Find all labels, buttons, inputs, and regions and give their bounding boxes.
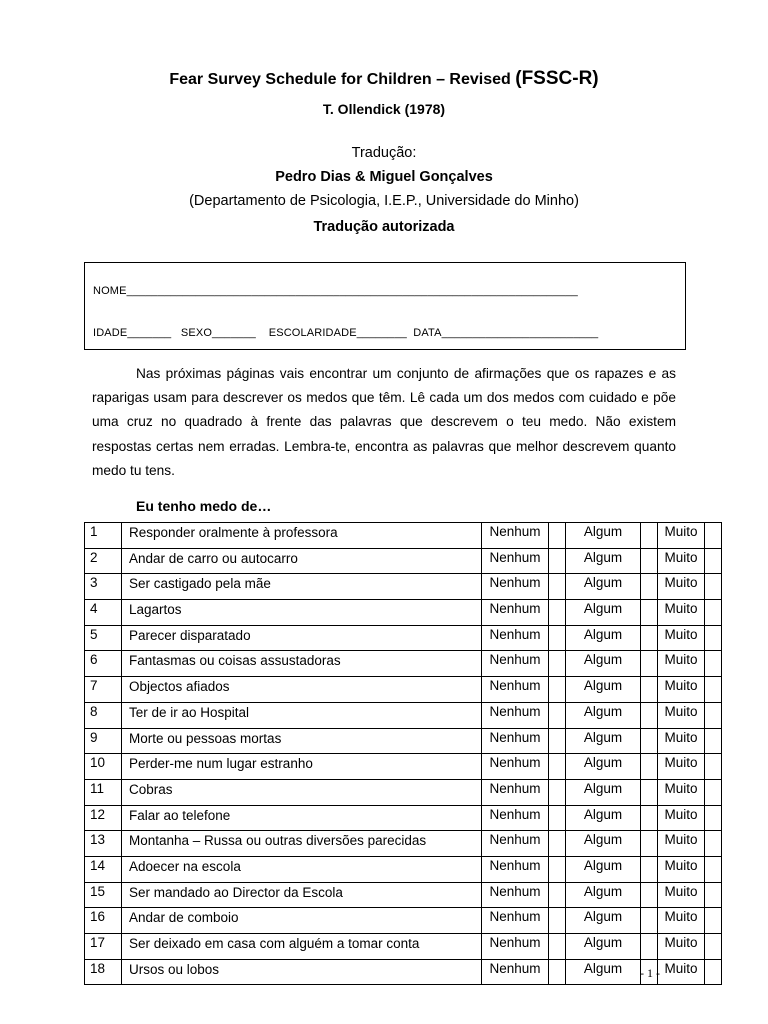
department-line: (Departamento de Psicologia, I.E.P., Universidade do Minho) bbox=[189, 193, 579, 209]
checkbox-nenhum[interactable] bbox=[549, 574, 566, 600]
checkbox-algum[interactable] bbox=[641, 625, 658, 651]
table-row bbox=[85, 600, 722, 626]
option-label-muito: Muito bbox=[658, 856, 705, 882]
option-label-nenhum: Nenhum bbox=[482, 908, 549, 934]
checkbox-muito[interactable] bbox=[705, 856, 722, 882]
option-label-nenhum: Nenhum bbox=[482, 677, 549, 703]
option-label-muito: Muito bbox=[658, 754, 705, 780]
title-abbreviation: (FSSC-R) bbox=[515, 68, 599, 89]
checkbox-muito[interactable] bbox=[705, 677, 722, 703]
table-row bbox=[85, 728, 722, 754]
checkbox-algum[interactable] bbox=[641, 600, 658, 626]
item-number: 6 bbox=[85, 651, 122, 677]
table-row bbox=[85, 805, 722, 831]
name-field-line[interactable]: NOME________________________________________________________________________ bbox=[93, 285, 578, 297]
option-label-nenhum: Nenhum bbox=[482, 651, 549, 677]
item-text: Ursos ou lobos bbox=[122, 959, 482, 985]
translation-label: Tradução: bbox=[351, 145, 417, 161]
table-row bbox=[85, 548, 722, 574]
checkbox-muito[interactable] bbox=[705, 908, 722, 934]
item-number: 4 bbox=[85, 600, 122, 626]
table-row bbox=[85, 779, 722, 805]
option-label-nenhum: Nenhum bbox=[482, 548, 549, 574]
checkbox-nenhum[interactable] bbox=[549, 805, 566, 831]
item-number: 14 bbox=[85, 856, 122, 882]
option-label-muito: Muito bbox=[658, 548, 705, 574]
table-row bbox=[85, 651, 722, 677]
option-label-nenhum: Nenhum bbox=[482, 754, 549, 780]
option-label-nenhum: Nenhum bbox=[482, 856, 549, 882]
checkbox-algum[interactable] bbox=[641, 856, 658, 882]
option-label-algum: Algum bbox=[566, 882, 641, 908]
item-text: Falar ao telefone bbox=[122, 805, 482, 831]
option-label-algum: Algum bbox=[566, 934, 641, 960]
checkbox-muito[interactable] bbox=[705, 548, 722, 574]
option-label-muito: Muito bbox=[658, 574, 705, 600]
option-label-nenhum: Nenhum bbox=[482, 600, 549, 626]
option-label-algum: Algum bbox=[566, 959, 641, 985]
checkbox-algum[interactable] bbox=[641, 882, 658, 908]
option-label-nenhum: Nenhum bbox=[482, 959, 549, 985]
item-number: 2 bbox=[85, 548, 122, 574]
item-number: 13 bbox=[85, 831, 122, 857]
page-number: - 1 - bbox=[640, 966, 660, 980]
checkbox-nenhum[interactable] bbox=[549, 959, 566, 985]
option-label-nenhum: Nenhum bbox=[482, 728, 549, 754]
table-row bbox=[85, 574, 722, 600]
checkbox-muito[interactable] bbox=[705, 959, 722, 985]
table-row bbox=[85, 523, 722, 549]
title-text: Fear Survey Schedule for Children – Revised bbox=[169, 71, 511, 88]
checkbox-muito[interactable] bbox=[705, 728, 722, 754]
checkbox-algum[interactable] bbox=[641, 702, 658, 728]
option-label-algum: Algum bbox=[566, 702, 641, 728]
table-row bbox=[85, 754, 722, 780]
checkbox-nenhum[interactable] bbox=[549, 728, 566, 754]
option-label-nenhum: Nenhum bbox=[482, 523, 549, 549]
item-text: Parecer disparatado bbox=[122, 625, 482, 651]
option-label-algum: Algum bbox=[566, 651, 641, 677]
option-label-muito: Muito bbox=[658, 959, 705, 985]
checkbox-nenhum[interactable] bbox=[549, 702, 566, 728]
item-text: Perder-me num lugar estranho bbox=[122, 754, 482, 780]
option-label-nenhum: Nenhum bbox=[482, 779, 549, 805]
authorized-translation-line: Tradução autorizada bbox=[313, 219, 455, 235]
checkbox-nenhum[interactable] bbox=[549, 523, 566, 549]
option-label-algum: Algum bbox=[566, 548, 641, 574]
checkbox-algum[interactable] bbox=[641, 934, 658, 960]
option-label-nenhum: Nenhum bbox=[482, 625, 549, 651]
item-number: 16 bbox=[85, 908, 122, 934]
checkbox-algum[interactable] bbox=[641, 805, 658, 831]
item-number: 18 bbox=[85, 959, 122, 985]
table-row bbox=[85, 702, 722, 728]
item-number: 5 bbox=[85, 625, 122, 651]
item-text: Ser castigado pela mãe bbox=[122, 574, 482, 600]
option-label-algum: Algum bbox=[566, 856, 641, 882]
option-label-algum: Algum bbox=[566, 805, 641, 831]
checkbox-nenhum[interactable] bbox=[549, 625, 566, 651]
checkbox-nenhum[interactable] bbox=[549, 677, 566, 703]
item-text: Responder oralmente à professora bbox=[122, 523, 482, 549]
checkbox-muito[interactable] bbox=[705, 574, 722, 600]
item-text: Lagartos bbox=[122, 600, 482, 626]
table-row bbox=[85, 959, 722, 985]
option-label-muito: Muito bbox=[658, 779, 705, 805]
option-label-muito: Muito bbox=[658, 934, 705, 960]
checkbox-algum[interactable] bbox=[641, 779, 658, 805]
checkbox-nenhum[interactable] bbox=[549, 831, 566, 857]
option-label-algum: Algum bbox=[566, 754, 641, 780]
option-label-nenhum: Nenhum bbox=[482, 831, 549, 857]
checkbox-nenhum[interactable] bbox=[549, 651, 566, 677]
option-label-muito: Muito bbox=[658, 908, 705, 934]
option-label-muito: Muito bbox=[658, 805, 705, 831]
option-label-algum: Algum bbox=[566, 600, 641, 626]
item-text: Andar de carro ou autocarro bbox=[122, 548, 482, 574]
checkbox-muito[interactable] bbox=[705, 934, 722, 960]
item-number: 10 bbox=[85, 754, 122, 780]
checkbox-nenhum[interactable] bbox=[549, 754, 566, 780]
item-text: Ser mandado ao Director da Escola bbox=[122, 882, 482, 908]
instructions-paragraph: Nas próximas páginas vais encontrar um conjunto de afirmações que os rapazes e as raparigas usam para descrever os medos que têm. Lê cada um dos medos com cuidado e põe uma cruz no quadrado à frente das palavras que descrevem o teu medo. Não existem respostas certas nem erradas. Lembra-te, encontra as palavras que melhor descrevem quanto medo tu tens. bbox=[92, 366, 676, 478]
checkbox-muito[interactable] bbox=[705, 754, 722, 780]
option-label-algum: Algum bbox=[566, 831, 641, 857]
checkbox-muito[interactable] bbox=[705, 523, 722, 549]
translators-line: Pedro Dias & Miguel Gonçalves bbox=[275, 169, 493, 185]
checkbox-algum[interactable] bbox=[641, 728, 658, 754]
option-label-nenhum: Nenhum bbox=[482, 574, 549, 600]
checkbox-algum[interactable] bbox=[641, 754, 658, 780]
checkbox-muito[interactable] bbox=[705, 831, 722, 857]
item-text: Cobras bbox=[122, 779, 482, 805]
option-label-muito: Muito bbox=[658, 625, 705, 651]
table-row bbox=[85, 856, 722, 882]
item-text: Ter de ir ao Hospital bbox=[122, 702, 482, 728]
checkbox-algum[interactable] bbox=[641, 548, 658, 574]
document-title bbox=[0, 68, 768, 90]
item-number: 3 bbox=[85, 574, 122, 600]
item-number: 11 bbox=[85, 779, 122, 805]
item-number: 12 bbox=[85, 805, 122, 831]
checkbox-nenhum[interactable] bbox=[549, 548, 566, 574]
checkbox-nenhum[interactable] bbox=[549, 934, 566, 960]
option-label-algum: Algum bbox=[566, 728, 641, 754]
option-label-muito: Muito bbox=[658, 677, 705, 703]
option-label-nenhum: Nenhum bbox=[482, 934, 549, 960]
table-row bbox=[85, 908, 722, 934]
personal-info-box bbox=[84, 262, 686, 350]
checkbox-nenhum[interactable] bbox=[549, 908, 566, 934]
option-label-nenhum: Nenhum bbox=[482, 805, 549, 831]
option-label-algum: Algum bbox=[566, 908, 641, 934]
item-number: 7 bbox=[85, 677, 122, 703]
option-label-muito: Muito bbox=[658, 523, 705, 549]
option-label-muito: Muito bbox=[658, 831, 705, 857]
checkbox-nenhum[interactable] bbox=[549, 779, 566, 805]
item-number: 17 bbox=[85, 934, 122, 960]
table-row bbox=[85, 934, 722, 960]
fear-items-table bbox=[84, 522, 722, 985]
checkbox-algum[interactable] bbox=[641, 908, 658, 934]
item-text: Montanha – Russa ou outras diversões parecidas bbox=[122, 831, 482, 857]
option-label-algum: Algum bbox=[566, 574, 641, 600]
item-number: 9 bbox=[85, 728, 122, 754]
checkbox-muito[interactable] bbox=[705, 600, 722, 626]
section-heading: Eu tenho medo de… bbox=[136, 498, 272, 514]
item-text: Ser deixado em casa com alguém a tomar conta bbox=[122, 934, 482, 960]
checkbox-algum[interactable] bbox=[641, 831, 658, 857]
option-label-muito: Muito bbox=[658, 882, 705, 908]
checkbox-algum[interactable] bbox=[641, 677, 658, 703]
checkbox-muito[interactable] bbox=[705, 702, 722, 728]
option-label-muito: Muito bbox=[658, 651, 705, 677]
option-label-nenhum: Nenhum bbox=[482, 702, 549, 728]
details-field-line[interactable]: IDADE_______ SEXO_______ ESCOLARIDADE________ DATA_________________________ bbox=[93, 327, 599, 339]
table-row bbox=[85, 625, 722, 651]
item-text: Andar de comboio bbox=[122, 908, 482, 934]
option-label-algum: Algum bbox=[566, 625, 641, 651]
option-label-nenhum: Nenhum bbox=[482, 882, 549, 908]
checkbox-nenhum[interactable] bbox=[549, 882, 566, 908]
author-line: T. Ollendick (1978) bbox=[322, 101, 446, 117]
checkbox-muito[interactable] bbox=[705, 651, 722, 677]
checkbox-nenhum[interactable] bbox=[549, 600, 566, 626]
option-label-algum: Algum bbox=[566, 523, 641, 549]
item-text: Objectos afiados bbox=[122, 677, 482, 703]
table-row bbox=[85, 677, 722, 703]
option-label-algum: Algum bbox=[566, 677, 641, 703]
item-text: Adoecer na escola bbox=[122, 856, 482, 882]
checkbox-muito[interactable] bbox=[705, 779, 722, 805]
option-label-muito: Muito bbox=[658, 702, 705, 728]
item-number: 15 bbox=[85, 882, 122, 908]
option-label-muito: Muito bbox=[658, 600, 705, 626]
item-text: Morte ou pessoas mortas bbox=[122, 728, 482, 754]
item-number: 8 bbox=[85, 702, 122, 728]
option-label-algum: Algum bbox=[566, 779, 641, 805]
checkbox-muito[interactable] bbox=[705, 805, 722, 831]
checkbox-algum[interactable] bbox=[641, 651, 658, 677]
option-label-muito: Muito bbox=[658, 728, 705, 754]
table-row bbox=[85, 831, 722, 857]
checkbox-nenhum[interactable] bbox=[549, 856, 566, 882]
checkbox-algum[interactable] bbox=[641, 574, 658, 600]
checkbox-muito[interactable] bbox=[705, 625, 722, 651]
item-number: 1 bbox=[85, 523, 122, 549]
checkbox-muito[interactable] bbox=[705, 882, 722, 908]
table-row bbox=[85, 882, 722, 908]
checkbox-algum[interactable] bbox=[641, 523, 658, 549]
item-text: Fantasmas ou coisas assustadoras bbox=[122, 651, 482, 677]
